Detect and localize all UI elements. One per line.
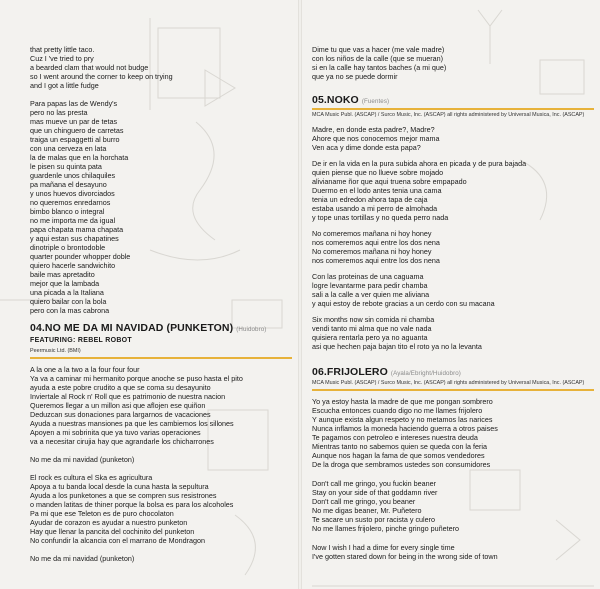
lyric-line: quien piense que no llueve sobre mojado xyxy=(312,168,444,177)
lyric-line: A la one a la two a la four four four xyxy=(30,365,140,374)
lyric-line: nos comeremos aqui entre los dos nena xyxy=(312,238,440,247)
lyric-line: va a necesitar cirujia hay que agrandarle los chicharrones xyxy=(30,437,214,446)
featuring-credit: FEATURING: REBEL ROBOT xyxy=(30,337,133,344)
song-title-text: 04.NO ME DA MI NAVIDAD (PUNKETON) xyxy=(30,322,234,334)
lyric-line: Pa mi que ese Teleton es de puro chocolaton xyxy=(30,509,174,518)
lyric-line: nos comeremos aqui entre los dos nena xyxy=(312,256,440,265)
lyric-line: mejor que la lambada xyxy=(30,279,100,288)
lyric-line: that pretty little taco. xyxy=(30,45,95,54)
lyric-line: dinotriple o brontodoble xyxy=(30,243,106,252)
lyric-line: con una cerveza en lata xyxy=(30,144,107,153)
lyric-line: quiero hacerle sandwichito xyxy=(30,261,116,270)
lyric-line: o manden latitas de thiner porque la bolsa es para los alcoholes xyxy=(30,500,234,509)
lyric-line: estaba usando a mi perro de almohada xyxy=(312,204,438,213)
lyric-line: I've gotten stared down for being in the wrong side of town xyxy=(312,552,498,561)
lyric-line: y tope unas tortillas y no queda perro nada xyxy=(312,213,449,222)
lyric-line: bimbo blanco o integral xyxy=(30,207,105,216)
lyric-line: Dime tu que vas a hacer (me vale madre) xyxy=(312,45,445,54)
lyric-line: vendi tanto mi alma que no vale nada xyxy=(312,324,432,333)
song-title-06 xyxy=(312,366,461,378)
refrain-line: No me da mi navidad (punketon) xyxy=(30,455,135,464)
lyric-line: Apoyen a mi sobrinita que ya tuvo varias operaciones xyxy=(30,428,201,437)
lyric-line: El rock es cultura el Ska es agricultura xyxy=(30,473,153,482)
lyric-line: Hay que llenar la pancita del cochinito del punketon xyxy=(30,527,195,536)
lyric-line: No comeremos mañana ni hoy honey xyxy=(312,229,432,238)
lyric-line: Y aunque exista algun respeto y no metamos las narices xyxy=(312,415,493,424)
song-title-04 xyxy=(30,322,266,334)
lyric-line: Te pagamos con petroleo e intereses nuestra deuda xyxy=(312,433,478,442)
songwriter-credit: (Ayala/Ebright/Huidobro) xyxy=(390,370,461,377)
lyric-line: guardenle unos chilaquiles xyxy=(30,171,116,180)
lyric-line: y aqui estan sus chapatines xyxy=(30,234,119,243)
lyric-line: Ahore que nos conocemos mejor mama xyxy=(312,134,440,143)
lyric-line: Mientras tanto no sabemos quien se queda con la feria xyxy=(312,442,488,451)
publisher-credit: MCA Music Publ. (ASCAP) / Surco Music, Inc. (ASCAP) all rights administered by Universal Musica, Inc. (ASCAP) xyxy=(312,380,585,386)
lyric-line: so I went around the corner to keep on trying xyxy=(30,72,173,81)
lyric-line: pero con la mas cabrona xyxy=(30,306,110,315)
lyric-line: Inviertale al Rock n' Roll que es patrimonio de nuestra nacion xyxy=(30,392,226,401)
lyric-line: De la droga que sembramos ustedes son consumidores xyxy=(312,460,491,469)
lyric-line: Ayuda a los punketones a que se compren sus resistrones xyxy=(30,491,217,500)
lyric-line: Ayuda a nuestras mansiones pa que les cambiemos los sillones xyxy=(30,419,234,428)
songwriter-credit: (Fuentes) xyxy=(361,98,390,105)
lyric-line: Apoya a tu banda local desde la cuna hasta la sepultura xyxy=(30,482,209,491)
lyric-line: Nunca inflamos la moneda haciendo guerra a otros paises xyxy=(312,424,498,433)
lyric-line: asi que hechen paja bajan tito el roto ya no la levanta xyxy=(312,342,482,351)
lyric-line: le pisen su quinta pata xyxy=(30,162,102,171)
title-rule xyxy=(312,108,594,110)
lyric-line: quiero bailar con la bola xyxy=(30,297,107,306)
lyric-line: Don't call me gringo, you fuckin beaner xyxy=(312,479,437,488)
lyric-line: Madre, en donde esta padre?, Madre? xyxy=(312,125,435,134)
lyric-line: alivianame ñor que aqui truena sobre empapado xyxy=(312,177,467,186)
lyric-line: Deduzcan sus donaciones para largarnos de vacaciones xyxy=(30,410,211,419)
lyric-line: que un chinguero de carretas xyxy=(30,126,124,135)
lyric-line: Stay on your side of that goddamn river xyxy=(312,488,438,497)
songwriter-credit: (Huidobro) xyxy=(236,326,267,333)
lyric-line: Aunque nos hagan la fama de que somos vendedores xyxy=(312,451,485,460)
title-rule xyxy=(312,389,594,391)
refrain-line: No me da mi navidad (punketon) xyxy=(30,554,135,563)
lyric-line: logre levantarme para pedir chamba xyxy=(312,281,428,290)
lyric-line: a bearded clam that would not budge xyxy=(30,63,149,72)
lyric-line: Para papas las de Wendy's xyxy=(30,99,118,108)
lyric-line: que ya no se puede dormir xyxy=(312,72,398,81)
lyric-line: Escucha entonces cuando digo no me llames frijolero xyxy=(312,406,483,415)
lyric-line: No confundir la alcancia con el marrano de Mondragon xyxy=(30,536,205,545)
lyric-line: si en la calle hay tantos baches (a mi que) xyxy=(312,63,447,72)
song-title-05 xyxy=(312,94,389,106)
lyric-line: Ya va a caminar mi hermanito porque anoche se puso hasta el pito xyxy=(30,374,243,383)
lyric-line: no queremos enredarnos xyxy=(30,198,111,207)
song-title-text: 05.NOKO xyxy=(312,94,359,106)
lyric-line: Con las proteinas de una caguama xyxy=(312,272,424,281)
lyric-line: Ayudar de corazon es ayudar a nuestro punketon xyxy=(30,518,188,527)
publisher-credit: Peermusic Ltd. (BMI) xyxy=(30,348,81,354)
lyric-line: Now I wish I had a dime for every single time xyxy=(312,543,455,552)
lyric-line: traiga un espaggetti al burro xyxy=(30,135,120,144)
lyric-line: pero no las presta xyxy=(30,108,88,117)
lyric-line: No me llames frijolero, pinche gringo puñetero xyxy=(312,524,460,533)
lyric-line: Queremos llegar a un millon asi que aflojen ese quiñon xyxy=(30,401,206,410)
lyric-line: quisiera rentarla pero ya no aguanta xyxy=(312,333,428,342)
lyric-line: No comeremos mañana ni hoy honey xyxy=(312,247,432,256)
lyric-line: Te sacare un susto por racista y culero xyxy=(312,515,436,524)
lyric-line: Cuz I 've tried to pry xyxy=(30,54,94,63)
lyric-line: sali a la calle a ver quien me aliviana xyxy=(312,290,430,299)
lyric-line: tenia un edredon ahora tapa de caja xyxy=(312,195,428,204)
lyric-line: quarter pounder whopper doble xyxy=(30,252,131,261)
lyric-line: y unos huevos divorciados xyxy=(30,189,115,198)
lyric-line: Duermo en el lodo antes tenia una cama xyxy=(312,186,442,195)
lyric-line: No me digas beaner, Mr. Puñetero xyxy=(312,506,422,515)
lyric-line: mas mueve un par de tetas xyxy=(30,117,118,126)
lyric-line: la de malas que en la horchata xyxy=(30,153,129,162)
lyric-line: ayuda a este pobre crudito a que se coma su desayunito xyxy=(30,383,211,392)
lyric-line: con los niños de la calle (que se mueran) xyxy=(312,54,444,63)
lyric-line: y aqui estoy de rebote gracias a un cerdo con su macana xyxy=(312,299,495,308)
lyric-line: pa mañana el desayuno xyxy=(30,180,107,189)
lyric-line: no me importa me da igual xyxy=(30,216,116,225)
lyric-line: Yo ya estoy hasta la madre de que me pongan sombrero xyxy=(312,397,493,406)
lyric-line: papa chapata mama chapata xyxy=(30,225,124,234)
lyric-line: Ven aca y dime donde esta papa? xyxy=(312,143,421,152)
publisher-credit: MCA Music Publ. (ASCAP) / Surco Music, Inc. (ASCAP) all rights administered by Universal Musica, Inc. (ASCAP) xyxy=(312,112,585,118)
lyric-line: Six months now sin comida ni chamba xyxy=(312,315,435,324)
lyric-line: Don't call me gringo, you beaner xyxy=(312,497,416,506)
lyric-line: De ir en la vida en la pura subida ahora en picada y de pura bajada xyxy=(312,159,527,168)
lyric-line: and I got a little fudge xyxy=(30,81,99,90)
title-rule xyxy=(30,357,292,359)
lyric-line: baile mas apretadito xyxy=(30,270,95,279)
song-title-text: 06.FRIJOLERO xyxy=(312,366,388,378)
lyric-line: una picada a la Italiana xyxy=(30,288,104,297)
page-spine xyxy=(298,0,302,589)
